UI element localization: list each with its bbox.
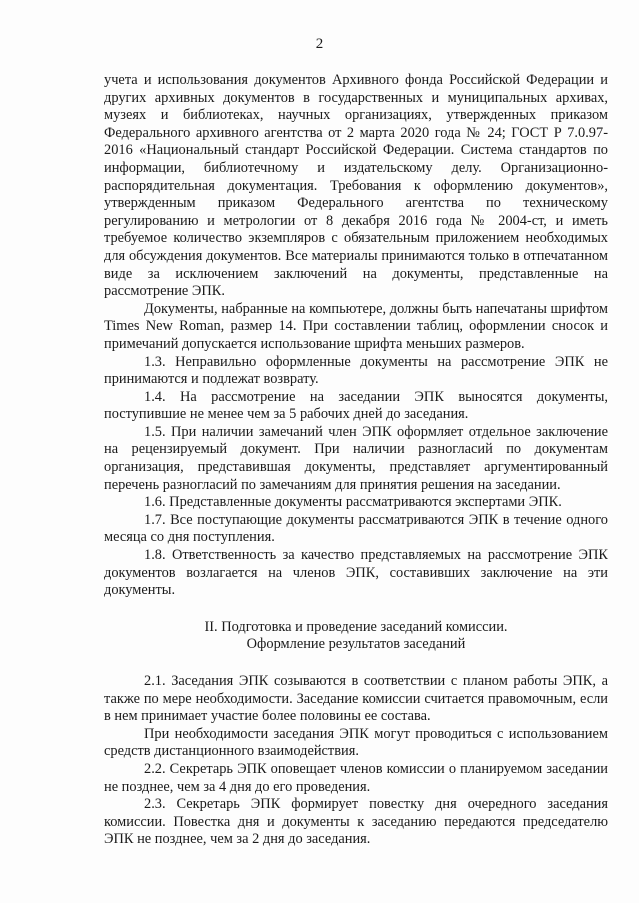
section-heading-line-2: Оформление результатов заседаний [246, 636, 466, 653]
section-heading-line-1: II. Подготовка и проведение заседаний комиссии. [204, 618, 508, 635]
paragraph-2-1: 2.1. Заседания ЭПК созываются в соответствии с планом работы ЭПК, а также по мере необходимости. Заседание комиссии считается правомочным, если в нем принимает участие более половины ее состава. [104, 673, 608, 725]
paragraph-1-5: 1.5. При наличии замечаний член ЭПК оформляет отдельное заключение на рецензируемый документ. При наличии разногласий по документам организация, представившая документы, представляет аргументированный перечень разногласий по замечаниям для принятия решения на заседании. [104, 423, 608, 493]
section-heading-block [104, 619, 608, 654]
paragraph-2-3: 2.3. Секретарь ЭПК формирует повестку дня очередного заседания комиссии. Повестка дня и документы к заседанию передаются председателю ЭПК не позднее, чем за 2 дня до заседания. [104, 796, 608, 848]
paragraph-remote-meetings: При необходимости заседания ЭПК могут проводиться с использованием средств дистанционного взаимодействия. [104, 725, 608, 760]
paragraph-1-8: 1.8. Ответственность за качество представляемых на рассмотрение ЭПК документов возлагается на членов ЭПК, составивших заключение на эти документы. [104, 547, 608, 599]
document-body [104, 72, 608, 849]
paragraph-1-7: 1.7. Все поступающие документы рассматриваются ЭПК в течение одного месяца со дня поступления. [104, 511, 608, 546]
section-spacer [104, 654, 608, 673]
paragraph-continuation: учета и использования документов Архивного фонда Российской Федерации и других архивных документов в государственных и муниципальных архивах, музеях и библиотеках, научных организациях, утвержденных приказом Федерального архивного агентства от 2 марта 2020 года № 24; ГОСТ Р 7.0.97-2016 «Национальный стандарт Российской Федерации. Система стандартов по информации, библиотечному и издательскому делу. Организационно-распорядительная документация. Требования к оформлению документов», утвержденным приказом Федерального агентства по техническому регулированию и метрологии от 8 декабря 2016 года № 2004-ст, и иметь требуемое количество экземпляров с обязательным приложением необходимых для обсуждения документов. Все материалы принимаются только в отпечатанном виде за исключением заключений на документы, представленные на рассмотрение ЭПК. [104, 72, 608, 300]
paragraph-font-requirements: Документы, набранные на компьютере, должны быть напечатаны шрифтом Times New Roman, размер 14. При составлении таблиц, оформлении сносок и примечаний допускается использование шрифта меньших размеров. [104, 300, 608, 352]
paragraph-2-2: 2.2. Секретарь ЭПК оповещает членов комиссии о планируемом заседании не позднее, чем за 4 дня до его проведения. [104, 760, 608, 795]
paragraph-1-6: 1.6. Представленные документы рассматриваются экспертами ЭПК. [144, 494, 562, 511]
paragraph-1-4: 1.4. На рассмотрение на заседании ЭПК выносятся документы, поступившие не менее чем за 5 рабочих дней до заседания. [104, 388, 608, 423]
paragraph-1-3: 1.3. Неправильно оформленные документы на рассмотрение ЭПК не принимаются и подлежат возврату. [104, 353, 608, 388]
page-number: 2 [315, 36, 324, 52]
